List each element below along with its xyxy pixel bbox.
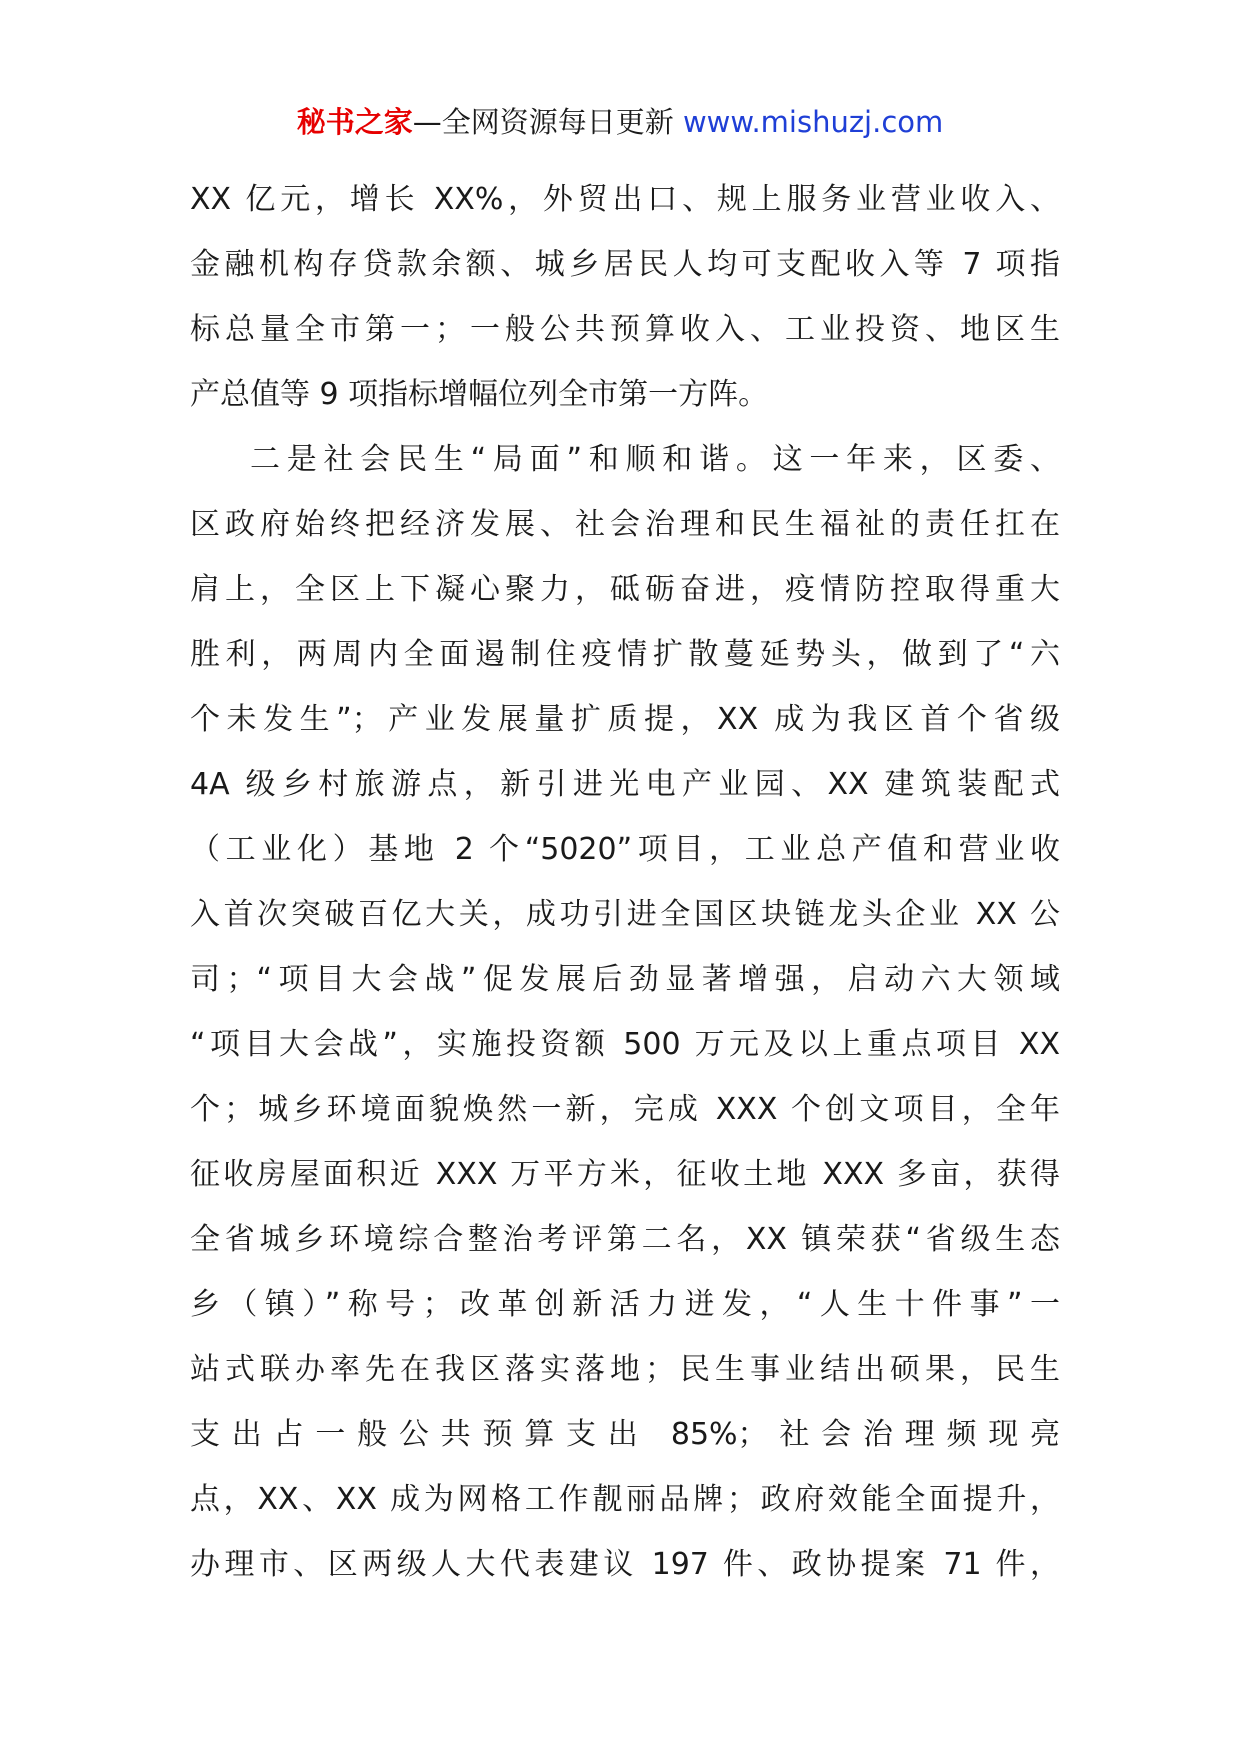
text-line: “项目大会战”，实施投资额 500 万元及以上重点项目 XX [190,1027,1060,1062]
text-line: 胜利，两周内全面遏制住疫情扩散蔓延势头，做到了“六 [190,637,1060,672]
text-line: 司；“项目大会战”促发展后劲显著增强，启动六大领域 [190,962,1060,997]
text-line: 产总值等 9 项指标增幅位列全市第一方阵。 [190,377,769,412]
text-line: 二是社会民生“局面”和顺和谐。这一年来，区委、 [250,442,1060,477]
text-line: 4A 级乡村旅游点，新引进光电产业园、XX 建筑装配式 [190,767,1060,802]
text-line: 办理市、区两级人大代表建议 197 件、政协提案 71 件， [190,1547,1060,1582]
text-line: 肩上，全区上下凝心聚力，砥砺奋进，疫情防控取得重大 [190,572,1060,607]
site-header [0,102,1240,142]
header-tagline: —全网资源每日更新 [412,105,674,139]
text-line: 征收房屋面积近 XXX 万平方米，征收土地 XXX 多亩，获得 [190,1157,1060,1192]
text-line: XX 亿元，增长 XX%，外贸出口、规上服务业营业收入、 [190,182,1060,217]
text-line: 个未发生”；产业发展量扩质提，XX 成为我区首个省级 [190,702,1060,737]
site-url-link[interactable]: www.mishuzj.com [682,105,944,139]
paragraph-2 [190,427,1060,1597]
paragraph-1 [190,167,1060,427]
text-line: （工业化）基地 2 个“5020”项目，工业总产值和营业收 [190,832,1060,867]
document-body [190,167,1060,1597]
text-line: 个；城乡环境面貌焕然一新，完成 XXX 个创文项目，全年 [190,1092,1060,1127]
text-line: 标总量全市第一；一般公共预算收入、工业投资、地区生 [190,312,1060,347]
text-line: 支出占一般公共预算支出 85%；社会治理频现亮 [190,1417,1060,1452]
text-line: 区政府始终把经济发展、社会治理和民生福祉的责任扛在 [190,507,1060,542]
text-line: 金融机构存贷款余额、城乡居民人均可支配收入等 7 项指 [190,247,1060,282]
text-line: 全省城乡环境综合整治考评第二名，XX 镇荣获“省级生态 [190,1222,1060,1257]
text-line: 入首次突破百亿大关，成功引进全国区块链龙头企业 XX 公 [190,897,1060,932]
text-line: 站式联办率先在我区落实落地；民生事业结出硕果，民生 [190,1352,1060,1387]
brand-name: 秘书之家 [296,105,413,139]
text-line: 乡（镇）”称号；改革创新活力迸发，“人生十件事”一 [190,1287,1060,1322]
text-line: 点，XX、XX 成为网格工作靓丽品牌；政府效能全面提升， [190,1482,1060,1517]
